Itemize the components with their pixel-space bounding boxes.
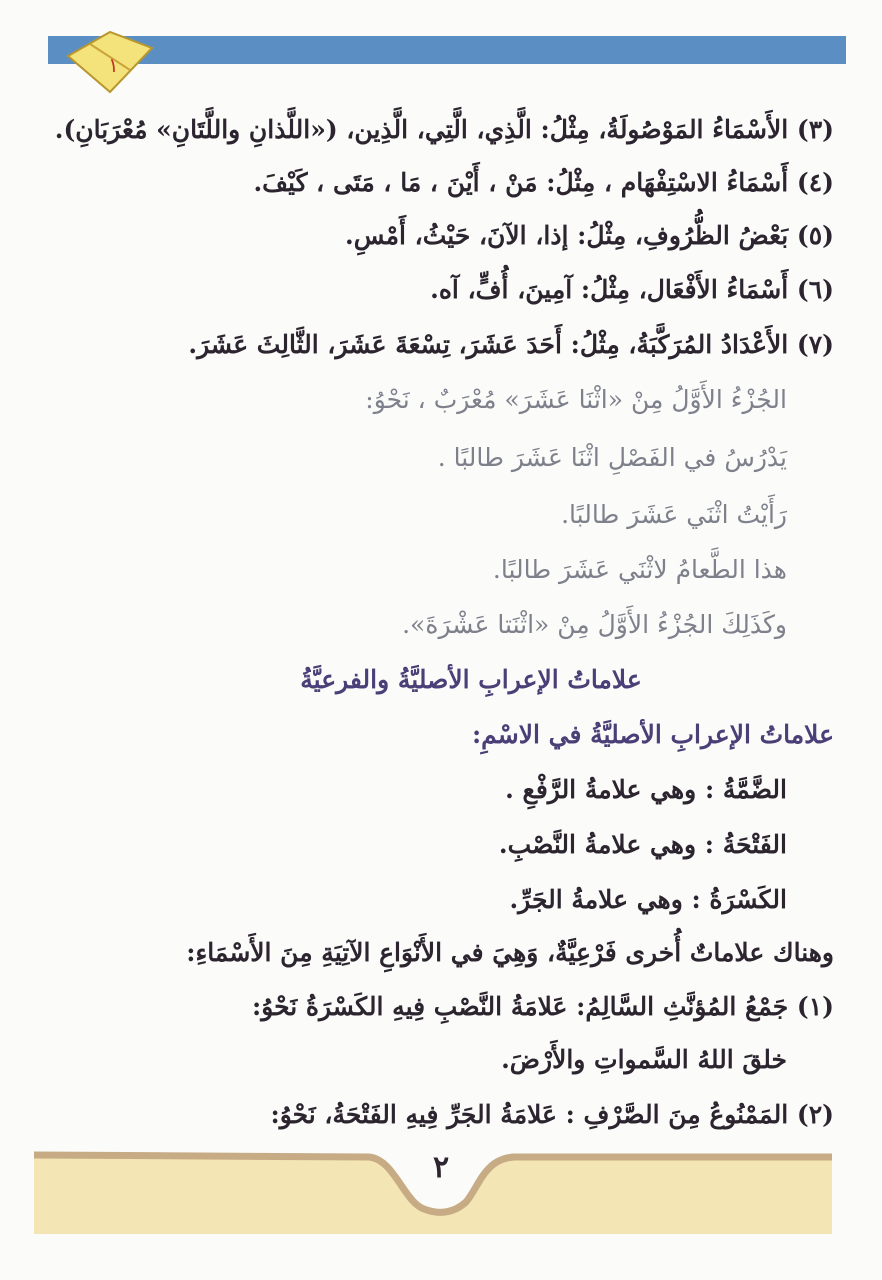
section-heading: علاماتُ الإعرابِ الأصليَّةُ والفرعيَّةُ: [300, 665, 642, 694]
type-line: (١) جَمْعُ المُؤنَّثِ السَّالِمُ: عَلامَةُ النَّصْبِ فِيهِ الكَسْرَةُ نَحْوُ:: [251, 992, 834, 1021]
text-line: (٧) الأَعْدَادُ المُرَكَّبَةُ، مِثْلُ: أَحَدَ عَشَرَ، تِسْعَةَ عَشَرَ، الثَّالِثَ عَشَرَ.: [188, 330, 834, 359]
chapter-number: ١: [108, 53, 119, 77]
example-line: خلقَ اللهُ السَّمواتِ والأَرْضَ.: [501, 1045, 787, 1074]
type-line: (٢) المَمْنُوعُ مِنَ الصَّرْفِ : عَلامَةُ الجَرِّ فِيهِ الفَتْحَةُ، نَحْوُ:: [270, 1100, 834, 1129]
note-line: رَأَيْتُ اثْنَي عَشَرَ طالبًا.: [561, 500, 787, 529]
header-bar: [48, 36, 846, 64]
mark-line: الضَّمَّةُ : وهي علامةُ الرَّفْعِ .: [505, 775, 787, 804]
mark-line: الكَسْرَةُ : وهي علامةُ الجَرِّ.: [509, 885, 787, 914]
intro-line: وهناك علاماتٌ أُخرى فَرْعِيَّةٌ، وَهِيَ في الأَنْوَاعِ الآتِيَةِ مِنَ الأَسْمَاءِ:: [186, 938, 834, 967]
text-line: (٣) الأَسْمَاءُ المَوْصُولَةُ، مِثْلُ: الَّذِي، الَّتِي، الَّذِين، («اللَّذانِ واللَّتَانِ» مُعْرَبَانِ).: [54, 115, 834, 144]
note-line: الجُزْءُ الأَوَّلُ مِنْ «اثْنَا عَشَرَ» مُعْرَبٌ ، نَحْوُ:: [365, 385, 787, 414]
text-line: (٦) أَسْمَاءُ الأَفْعَال، مِثْلُ: آمِينَ، أُفٍّ، آه.: [430, 275, 834, 304]
open-book-icon: [60, 26, 160, 96]
note-line: يَدْرُسُ في الفَصْلِ اثْنَا عَشَرَ طالبًا .: [437, 443, 787, 472]
text-line: (٥) بَعْضُ الظُّرُوفِ، مِثْلُ: إذا، الآنَ، حَيْثُ، أَمْسِ.: [345, 221, 834, 250]
mark-line: الفَتْحَةُ : وهي علامةُ النَّصْبِ.: [498, 830, 787, 859]
note-line: وكَذَلِكَ الجُزْءُ الأَوَّلُ مِنْ «اثْنَتا عَشْرَةَ».: [402, 610, 787, 639]
text-line: (٤) أَسْمَاءُ الاسْتِفْهَام ، مِثْلُ: مَنْ ، أَيْنَ ، مَا ، مَتَى ، كَيْفَ.: [253, 168, 834, 197]
page-number: ٢: [432, 1150, 450, 1185]
note-line: هذا الطَّعامُ لاثْنَي عَشَرَ طالبًا.: [492, 555, 787, 584]
subheading: علاماتُ الإعرابِ الأصليَّةُ في الاسْمِ:: [471, 720, 834, 749]
